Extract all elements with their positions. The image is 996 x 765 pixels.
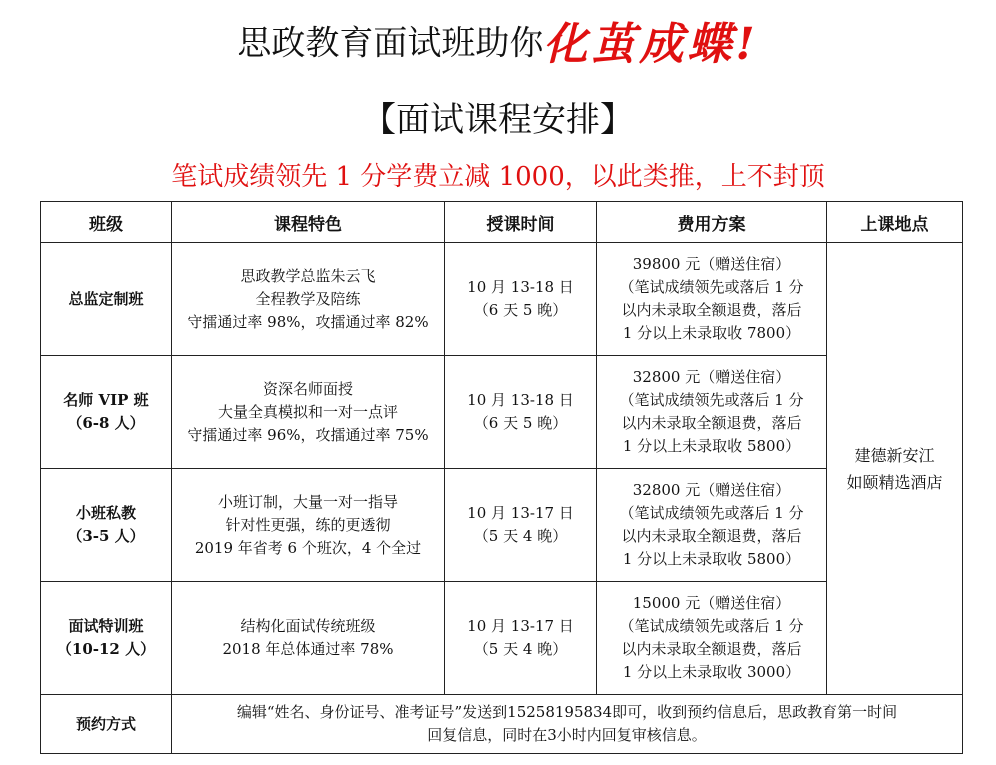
fee-line: 15000 元（赠送住宿）: [632, 594, 791, 612]
feature-line: 2019 年省考 6 个班次，4 个全过: [194, 538, 422, 557]
time-duration: （5 天 4 晚）: [473, 527, 568, 545]
features-cell: [172, 469, 445, 582]
class-size: （6-8 人）: [67, 414, 145, 432]
table-row: [41, 469, 963, 582]
fee-line: 以内未录取全额退费，落后: [621, 301, 802, 319]
time-duration: （5 天 4 晚）: [473, 640, 568, 658]
booking-label: 预约方式: [41, 695, 172, 754]
table-row: [41, 243, 963, 356]
fee-line: （笔试成绩领先或落后 1 分: [619, 391, 804, 409]
fee-line: （笔试成绩领先或落后 1 分: [619, 617, 804, 635]
fee-line: 1 分以上未录取收 3000）: [622, 663, 801, 681]
features-cell: [172, 582, 445, 695]
col-header-fee: 费用方案: [597, 202, 827, 243]
col-header-location: 上课地点: [827, 202, 963, 243]
features-cell: [172, 243, 445, 356]
location-line: 如颐精选酒店: [846, 472, 943, 492]
class-size: （10-12 人）: [56, 640, 156, 658]
table-header-row: [41, 202, 963, 243]
feature-line: 大量全真模拟和一对一点评: [217, 402, 398, 421]
fee-line: （笔试成绩领先或落后 1 分: [619, 278, 804, 296]
time-duration: （6 天 5 晚）: [473, 414, 568, 432]
fee-line: 32800 元（赠送住宿）: [632, 481, 791, 499]
time-dates: 10 月 13-18 日: [467, 391, 574, 409]
col-header-features: 课程特色: [172, 202, 445, 243]
class-size: （3-5 人）: [67, 527, 145, 545]
location-cell: [827, 243, 963, 695]
feature-line: 资深名师面授: [262, 379, 353, 398]
col-header-time: 授课时间: [445, 202, 597, 243]
fee-line: 以内未录取全额退费，落后: [621, 640, 802, 658]
feature-line: 针对性更强，练的更透彻: [225, 515, 391, 534]
fee-line: 39800 元（赠送住宿）: [632, 255, 791, 273]
fee-cell: [597, 469, 827, 582]
class-name-cell: [41, 582, 172, 695]
fee-line: 32800 元（赠送住宿）: [632, 368, 791, 386]
table-row: [41, 356, 963, 469]
fee-cell: [597, 243, 827, 356]
course-schedule-table: [40, 201, 963, 754]
fee-cell: [597, 356, 827, 469]
feature-line: 守擂通过率 98%，攻擂通过率 82%: [187, 312, 429, 331]
class-name-cell: [41, 243, 172, 356]
booking-row: [41, 695, 963, 754]
fee-line: 以内未录取全额退费，落后: [621, 527, 802, 545]
fee-line: （笔试成绩领先或落后 1 分: [619, 504, 804, 522]
headline-highlight: 化茧成蝶!: [543, 19, 759, 70]
time-cell: [445, 356, 597, 469]
time-dates: 10 月 13-18 日: [467, 278, 574, 296]
booking-line: 编辑“姓名、身份证号、准考证号”发送到15258195834即可，收到预约信息后，思政教育第一时间: [236, 703, 898, 721]
time-cell: [445, 582, 597, 695]
time-cell: [445, 469, 597, 582]
page-subtitle: 【面试课程安排】: [362, 100, 634, 140]
fee-line: 1 分以上未录取收 5800）: [622, 550, 801, 568]
headline-prefix: 思政教育面试班助你: [237, 23, 544, 64]
time-duration: （6 天 5 晚）: [473, 301, 568, 319]
feature-line: 守擂通过率 96%，攻擂通过率 75%: [187, 425, 429, 444]
fee-line: 1 分以上未录取收 7800）: [622, 324, 801, 342]
class-name: 面试特训班: [68, 617, 144, 635]
location-line: 建德新安江: [854, 445, 935, 465]
class-name: 总监定制班: [68, 289, 144, 308]
table-row: [41, 582, 963, 695]
time-dates: 10 月 13-17 日: [467, 617, 574, 635]
class-name-cell: [41, 469, 172, 582]
feature-line: 思政教学总监朱云飞: [240, 266, 376, 285]
feature-line: 小班订制，大量一对一指导: [217, 492, 398, 511]
time-cell: [445, 243, 597, 356]
class-name: 名师 VIP 班: [63, 391, 149, 409]
feature-line: 2018 年总体通过率 78%: [222, 640, 394, 658]
fee-cell: [597, 582, 827, 695]
class-name: 小班私教: [75, 504, 136, 522]
features-cell: [172, 356, 445, 469]
fee-line: 以内未录取全额退费，落后: [621, 414, 802, 432]
headline: [0, 8, 996, 68]
promo-text: 笔试成绩领先 1 分学费立减 1000，以此类推，上不封顶: [171, 162, 825, 192]
feature-line: 全程教学及陪练: [255, 289, 361, 308]
time-dates: 10 月 13-17 日: [467, 504, 574, 522]
booking-instructions: [172, 695, 963, 754]
fee-line: 1 分以上未录取收 5800）: [622, 437, 801, 455]
class-name-cell: [41, 356, 172, 469]
col-header-class: 班级: [41, 202, 172, 243]
booking-line: 回复信息，同时在3小时内回复审核信息。: [427, 726, 707, 744]
feature-line: 结构化面试传统班级: [240, 617, 376, 635]
